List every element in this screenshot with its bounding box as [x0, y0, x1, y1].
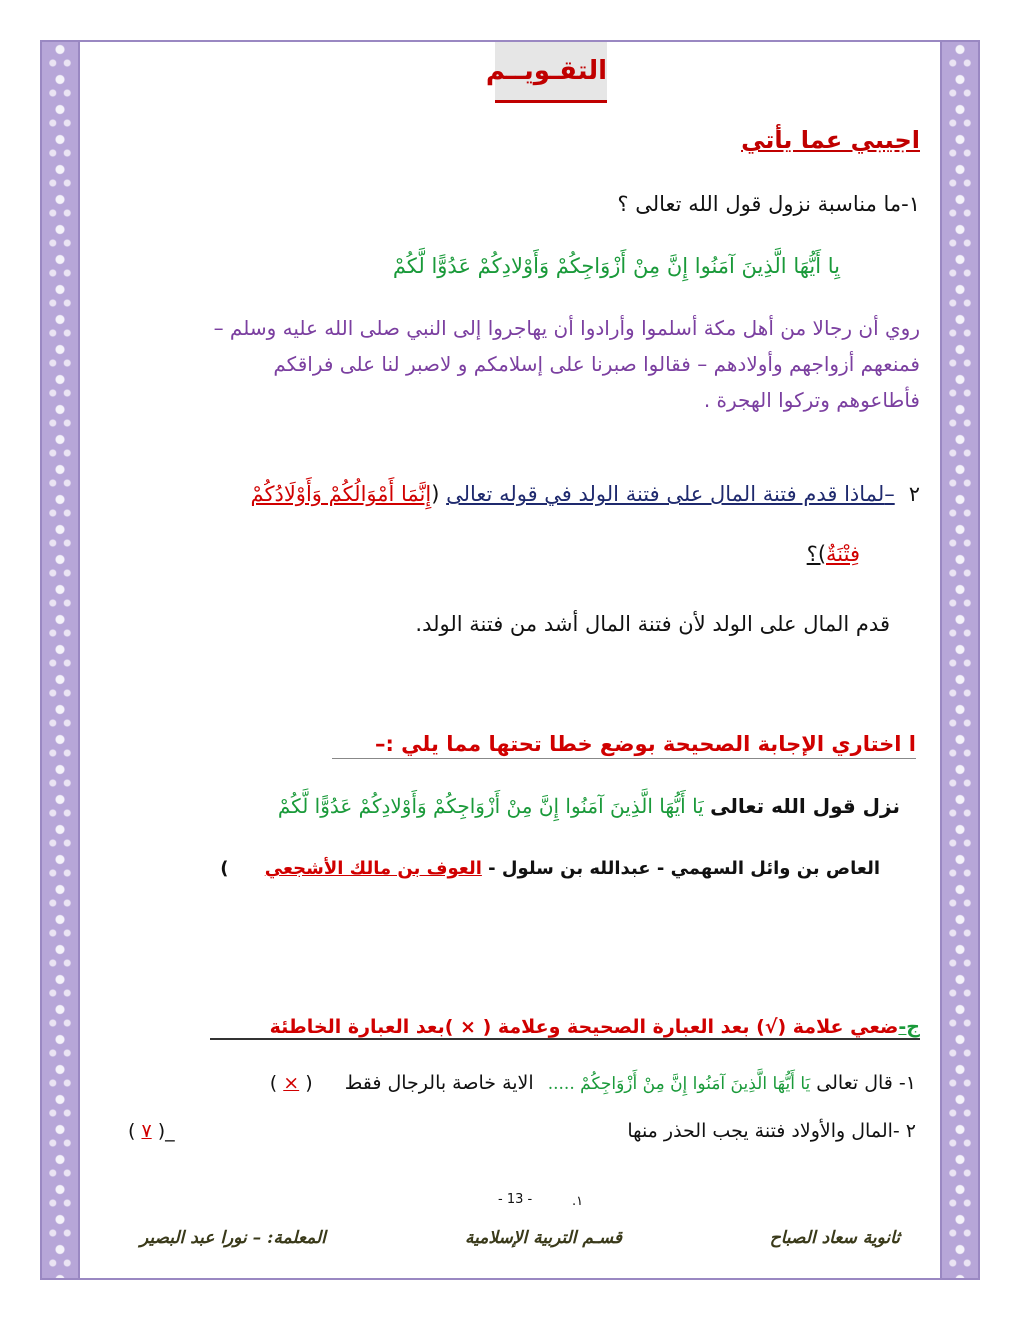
- q1-number: ١-: [901, 192, 920, 216]
- s3-item2-text: ٢ -المال والأولاد فتنة يجب الحذر منها: [627, 1120, 916, 1142]
- q1-answer: [100, 310, 920, 418]
- s3-item-2: [627, 1120, 916, 1142]
- question-1: [617, 192, 920, 216]
- q2-number: ٢: [908, 482, 920, 506]
- q2-open-paren: (: [431, 482, 440, 506]
- section3-heading: [210, 1016, 920, 1040]
- s2-question-prefix: نزل قول الله تعالى: [710, 794, 900, 818]
- s2-options: العاص بن وائل السهمي - عبدالله بن سلول -: [488, 858, 880, 879]
- question-2: [160, 482, 920, 506]
- q2-answer: قدم المال على الولد لأن فتنة المال أشد من فتنة الولد.: [415, 612, 890, 636]
- s2-correct-option: العوف بن مالك الأشجعي: [264, 858, 482, 879]
- section2-heading: ا اختاري الإجابة الصحيحة بوضع خطا تحتها مما يلي :–: [332, 732, 916, 759]
- s3-item2-mark: ٧: [141, 1120, 152, 1142]
- s2-close-paren: ): [220, 858, 229, 879]
- s3-item1-open: (: [305, 1072, 313, 1094]
- section1-heading: اجيبي عما يأتي: [741, 126, 920, 154]
- s3-item1-verse: يَا أَيُّهَا الَّذِينَ آمَنُوا إِنَّ مِنْ أَزْوَاجِكُمْ .....: [547, 1074, 811, 1094]
- q2-verse-part1: إِنَّمَا أَمْوَالُكُمْ وَأَوْلَادُكُمْ: [250, 482, 432, 506]
- s3-item2-underscore: _: [165, 1120, 175, 1142]
- s3-item-1: [120, 1072, 916, 1094]
- footer-teacher: المعلمة: – نورا عبد البصير: [140, 1228, 326, 1248]
- section2-question: [278, 794, 900, 818]
- s3-heading-prefix: ج-: [898, 1016, 920, 1038]
- q1-answer-line2: فمنعهم أزواجهم وأولادهم – فقالوا صبرنا على إسلامكم و لاصبر لنا على فراقكم: [273, 352, 920, 376]
- page-title: التقـويــم: [485, 56, 607, 86]
- q2-verse-part2: فِتْنَةٌ: [826, 542, 860, 566]
- s3-item2-answer: [128, 1120, 175, 1142]
- footer-school: ثانوية سعاد الصباح: [769, 1228, 900, 1248]
- q1-answer-line1: روي أن رجالا من أهل مكة أسلموا وأرادوا أن يهاجروا إلى النبي صلى الله عليه وسلم –: [213, 316, 920, 340]
- page-content: [80, 42, 940, 1278]
- s3-item2-close: ): [128, 1120, 136, 1142]
- page-number: - 13 -: [498, 1192, 533, 1207]
- q1-verse: يِا أَيُّهَا الَّذِينَ آمَنُوا إِنَّ مِنْ أَزْوَاجِكُمْ وَأَوْلادِكُمْ عَدُوًّا لَّكُمْ: [392, 254, 840, 278]
- s3-item1-mark: ×: [283, 1072, 300, 1094]
- q1-answer-line3: فأطاعوهم وتركوا الهجرة .: [703, 388, 920, 412]
- page-frame: [40, 40, 980, 1280]
- q2-text: لماذا قدم فتنة المال على فتنة الولد في قوله تعالى: [446, 482, 885, 506]
- s3-item2-open: (: [157, 1120, 166, 1142]
- page-mark: ١.: [572, 1194, 584, 1209]
- title-box: [485, 42, 607, 103]
- q2-line2: [807, 542, 860, 566]
- decorative-border-right: [940, 42, 978, 1278]
- q2-text-block: [446, 482, 895, 506]
- s3-item1-prefix: ١- قال تعالى: [816, 1072, 916, 1094]
- q2-dash: –: [884, 482, 895, 506]
- decorative-border-left: [42, 42, 80, 1278]
- s2-question-verse: يَا أَيُّهَا الَّذِينَ آمَنُوا إِنَّ مِنْ أَزْوَاجِكُمْ وَأَوْلادِكُمْ عَدُوًّا لَّكُمْ: [277, 794, 704, 818]
- s3-item1-answer: [270, 1072, 313, 1094]
- q2-close: )؟: [806, 542, 827, 566]
- s3-item1-close: ): [269, 1072, 278, 1094]
- s3-item1-text: الاية خاصة بالرجال فقط: [344, 1072, 534, 1094]
- q1-text: ما مناسبة نزول قول الله تعالى ؟: [617, 192, 902, 216]
- section2-options: [220, 858, 880, 879]
- footer-department: قسـم التربية الإسلامية: [465, 1228, 622, 1248]
- s3-heading: ضعي علامة (√) بعد العبارة الصحيحة وعلامة ( × )بعد العبارة الخاطئة: [269, 1016, 899, 1038]
